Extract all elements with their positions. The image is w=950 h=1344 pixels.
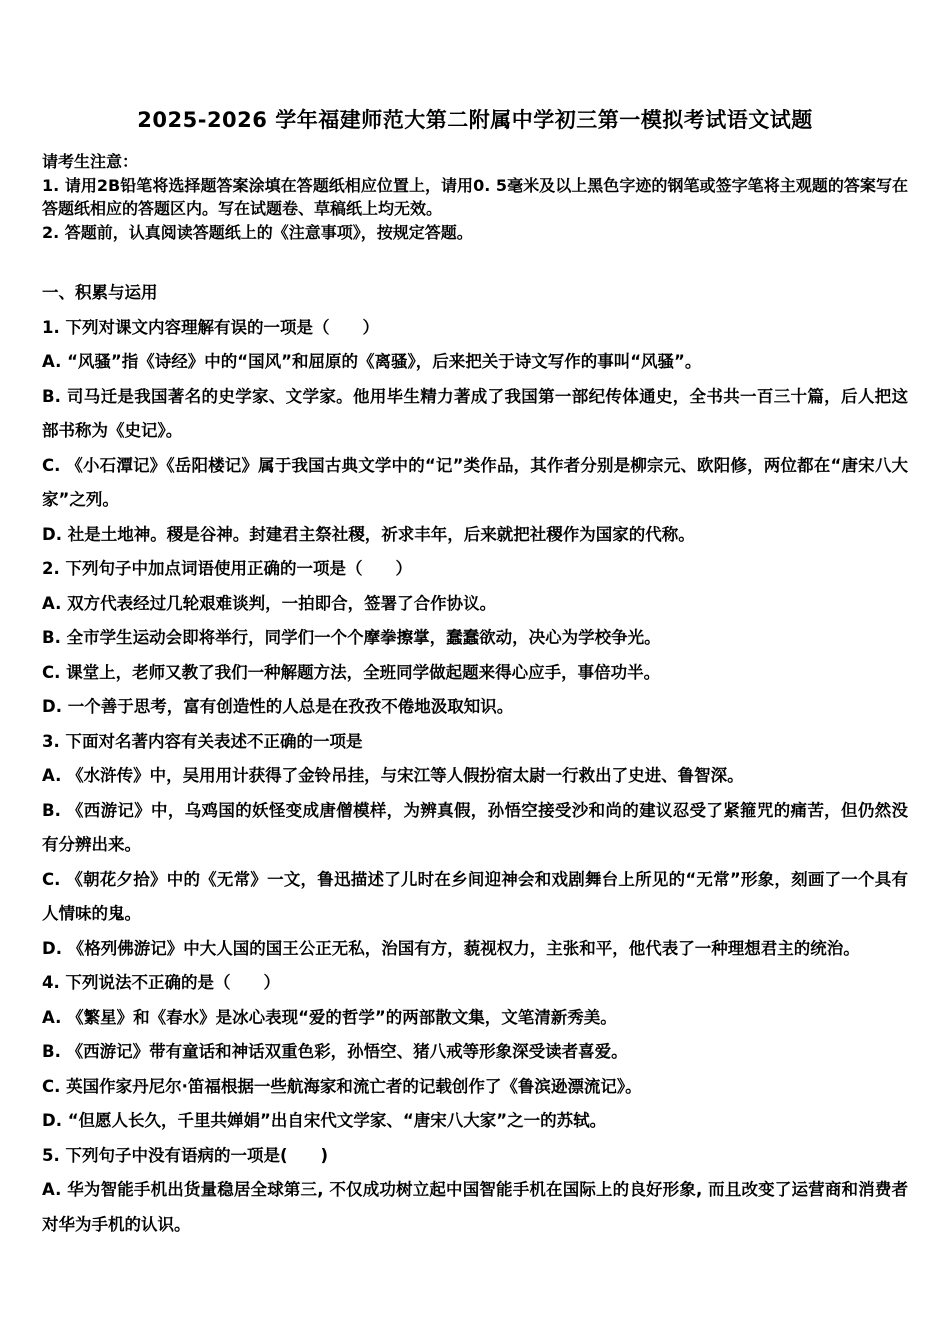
question-3-option-c: C. 《朝花夕拾》中的《无常》一文，鲁迅描述了儿时在乡间迎神会和戏剧舞台上所见的“无常”形象，刻画了一个具有人情味的鬼。	[42, 869, 908, 923]
question-1-option-b: B. 司马迁是我国著名的史学家、文学家。他用毕生精力著成了我国第一部纪传体通史，全书共一百三十篇，后人把这部书称为《史记》。	[42, 386, 908, 440]
notice-item-1: 1. 请用2B铅笔将选择题答案涂填在答题纸相应位置上，请用0. 5毫米及以上黑色字迹的钢笔或签字笔将主观题的答案写在答题纸相应的答题区内。写在试题卷、草稿纸上均无效。	[42, 175, 908, 218]
question-2-option-a: A. 双方代表经过几轮艰难谈判，一拍即合，签署了合作协议。	[42, 593, 497, 613]
question-1-stem: 1. 下列对课文内容理解有误的一项是（ ）	[42, 317, 379, 337]
notice-item-2: 2. 答题前，认真阅读答题纸上的《注意事项》，按规定答题。	[42, 222, 473, 242]
question-3-option-b: B. 《西游记》中，乌鸡国的妖怪变成唐僧模样，为辨真假，孙悟空接受沙和尚的建议忍受了紧箍咒的痛苦，但仍然没有分辨出来。	[42, 800, 908, 854]
section-heading: 一、积累与运用	[42, 283, 158, 302]
question-2-option-c: C. 课堂上，老师又教了我们一种解题方法，全班同学做起题来得心应手，事倍功半。	[42, 662, 661, 682]
question-4-stem: 4. 下列说法不正确的是（ ）	[42, 973, 280, 992]
notice-heading: 请考生注意：	[42, 152, 139, 171]
question-3-option-d: D. 《格列佛游记》中大人国的国王公正无私，治国有方，藐视权力，主张和平，他代表了一种理想君主的统治。	[42, 938, 860, 958]
question-4-option-b: B. 《西游记》带有童话和神话双重色彩，孙悟空、猪八戒等形象深受读者喜爱。	[42, 1042, 628, 1061]
page-title: 2025-2026 学年福建师范大第二附属中学初三第一模拟考试语文试题	[137, 108, 813, 132]
question-1-option-c: C. 《小石潭记》《岳阳楼记》属于我国古典文学中的“记”类作品，其作者分别是柳宗元、欧阳修，两位都在“唐宋八大家”之列。	[42, 455, 908, 509]
question-1-option-a: A. “风骚”指《诗经》中的“国风”和屈原的《离骚》，后来把关于诗文写作的事叫“风骚”。	[42, 352, 702, 371]
question-3-stem: 3. 下面对名著内容有关表述不正确的一项是	[42, 731, 363, 751]
question-5-option-a: A. 华为智能手机出货量稳居全球第三, 不仅成功树立起中国智能手机在国际上的良好形象, 而且改变了运营商和消费者对华为手机的认识。	[42, 1180, 908, 1234]
question-1-option-d: D. 社是土地神。稷是谷神。封建君主祭社稷，祈求丰年，后来就把社稷作为国家的代称。	[42, 524, 695, 544]
question-4-option-a: A. 《繁星》和《春水》是冰心表现“爱的哲学”的两部散文集，文笔清新秀美。	[42, 1007, 617, 1027]
questions-area	[42, 276, 908, 1242]
question-4-option-c: C. 英国作家丹尼尔·笛福根据一些航海家和流亡者的记载创作了《鲁滨逊漂流记》。	[42, 1076, 642, 1096]
question-5-stem: 5. 下列句子中没有语病的一项是( )	[42, 1145, 329, 1165]
question-2-option-d: D. 一个善于思考，富有创造性的人总是在孜孜不倦地汲取知识。	[42, 697, 514, 716]
candidate-notice	[42, 150, 908, 244]
question-2-option-b: B. 全市学生运动会即将举行，同学们一个个摩拳擦掌，蠢蠢欲动，决心为学校争光。	[42, 628, 661, 647]
question-2-stem: 2. 下列句子中加点词语使用正确的一项是（ ）	[42, 559, 412, 578]
question-3-option-a: A. 《水浒传》中，吴用用计获得了金铃吊挂，与宋江等人假扮宿太尉一行救出了史进、鲁智深。	[42, 766, 744, 785]
question-4-option-d: D. “但愿人长久，千里共婵娟”出自宋代文学家、“唐宋八大家”之一的苏轼。	[42, 1111, 607, 1130]
